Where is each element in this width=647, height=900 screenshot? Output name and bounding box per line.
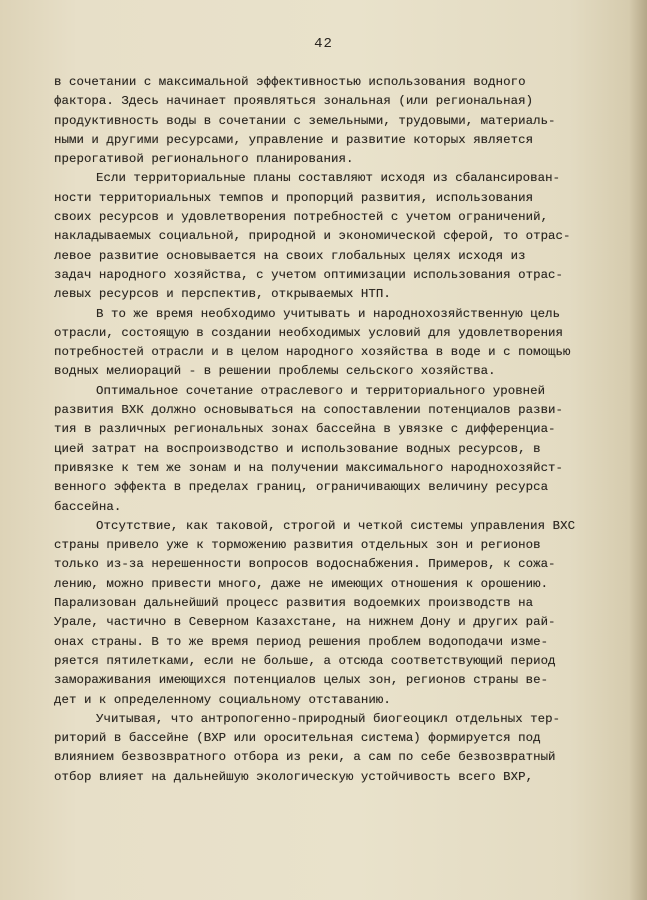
text-line: ности территориальных темпов и пропорций развития, использования bbox=[54, 190, 534, 205]
text-line: лению, можно привести много, даже не имеющих отношения к орошению. bbox=[54, 576, 549, 591]
text-line: Парализован дальнейший процесс развития водоемких производств на bbox=[54, 596, 534, 611]
text-line: венного эффекта в пределах границ, ограничивающих величину ресурса bbox=[54, 480, 549, 495]
text-line: левое развитие основывается на своих глобальных целях исходя из bbox=[54, 248, 526, 263]
text-line: накладываемых социальной, природной и экономической сферой, то отрас- bbox=[54, 229, 571, 244]
text-line: онах страны. В то же время период решения проблем водоподачи изме- bbox=[54, 634, 549, 649]
text-line: фактора. Здесь начинает проявляться зональная (или региональная) bbox=[54, 94, 534, 109]
paragraph-start-line: Учитывая, что антропогенно-природный биогеоцикл отдельных тер- bbox=[96, 711, 561, 726]
text-line: развития ВХК должно основываться на сопоставлении потенциалов разви- bbox=[54, 403, 564, 418]
text-line: тия в различных региональных зонах бассейна в увязке с дифференциа- bbox=[54, 422, 556, 437]
text-line: водных мелиораций - в решении проблемы сельского хозяйства. bbox=[54, 364, 496, 379]
text-line: потребностей отрасли и в целом народного хозяйства в воде и с помощью bbox=[54, 345, 571, 360]
text-line: только из-за нерешенности вопросов водоснабжения. Примеров, к сожа- bbox=[54, 557, 556, 572]
text-line: левых ресурсов и перспектив, открываемых НТП. bbox=[54, 287, 391, 302]
text-line: ряется пятилетками, если не больше, а отсюда соответствующий период bbox=[54, 653, 556, 668]
text-line: прерогативой регионального планирования. bbox=[54, 152, 354, 167]
text-line: страны привело уже к торможению развития отдельных зон и регионов bbox=[54, 538, 541, 553]
body-text bbox=[54, 73, 626, 787]
text-line: влиянием безвозвратного отбора из реки, а сам по себе безвозвратный bbox=[54, 750, 556, 765]
text-line: Урале, частично в Северном Казахстане, на нижнем Дону и других рай- bbox=[54, 615, 556, 630]
text-line: ными и другими ресурсами, управление и развитие которых является bbox=[54, 132, 534, 147]
text-line: риторий в бассейне (ВХР или оросительная система) формируется под bbox=[54, 731, 541, 746]
text-line: дет и к определенному социальному отставанию. bbox=[54, 692, 391, 707]
text-line: своих ресурсов и удовлетворения потребностей с учетом ограничений, bbox=[54, 210, 549, 225]
text-line: привязке к тем же зонам и на получении максимального народнохозяйст- bbox=[54, 460, 564, 475]
text-line: отбор влияет на дальнейшую экологическую устойчивость всего ВХР, bbox=[54, 769, 534, 784]
paragraph-start-line: Отсутствие, как таковой, строгой и четкой системы управления ВХС bbox=[96, 518, 576, 533]
page-number: 42 bbox=[314, 36, 333, 52]
text-line: замораживания имеющихся потенциалов целых зон, регионов страны ве- bbox=[54, 673, 549, 688]
text-line: бассейна. bbox=[54, 499, 122, 514]
text-line: отрасли, состоящую в создании необходимых условий для удовлетворения bbox=[54, 325, 564, 340]
paragraph-start-line: Если территориальные планы составляют исходя из сбалансирован- bbox=[96, 171, 561, 186]
paragraph-start-line: Оптимальное сочетание отраслевого и территориального уровней bbox=[96, 383, 546, 398]
text-line: продуктивность воды в сочетании с земельными, трудовыми, материаль- bbox=[54, 113, 556, 128]
text-line: задач народного хозяйства, с учетом оптимизации использования отрас- bbox=[54, 267, 564, 282]
paragraph-start-line: В то же время необходимо учитывать и народнохозяйственную цель bbox=[96, 306, 561, 321]
text-line: цией затрат на воспроизводство и использование водных ресурсов, в bbox=[54, 441, 541, 456]
text-line: в сочетании с максимальной эффективностью использования водного bbox=[54, 75, 526, 89]
